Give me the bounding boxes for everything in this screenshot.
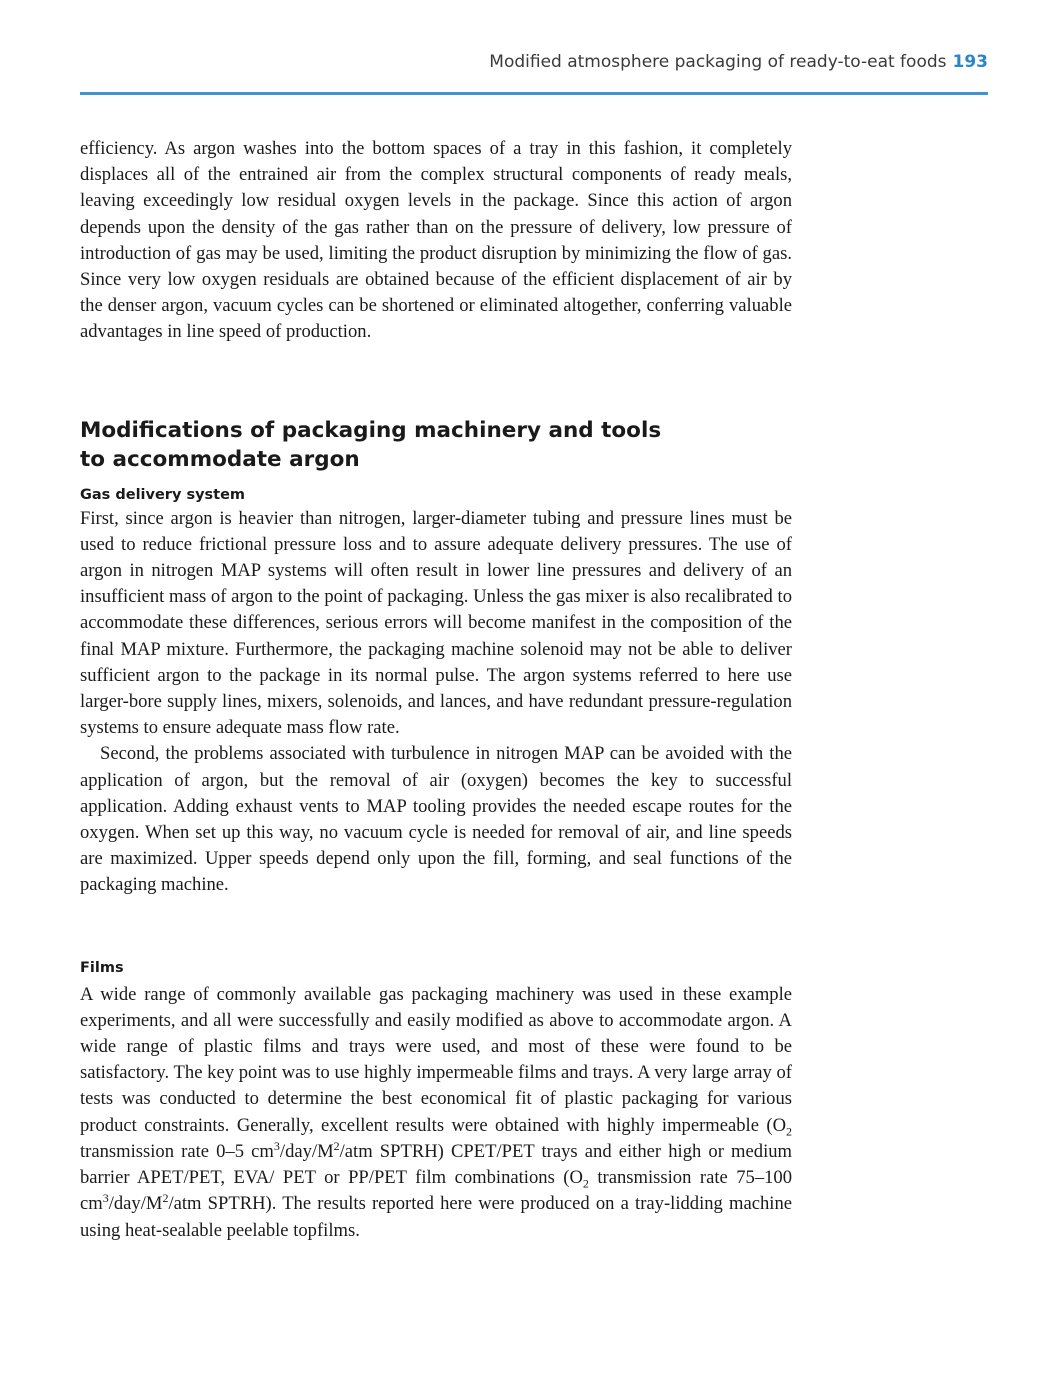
films-text-2: transmission rate 0–5 cm: [80, 1140, 274, 1162]
films-text-7: /atm SPTRH). The results reported here were produced on a tray-lidding machine using heat-sealable peelable topfilms.: [80, 1193, 792, 1241]
films-subscript-2: 2: [582, 1176, 589, 1191]
films-text-4: /atm SPTRH) CPET/PET trays and either high or medium barrier APET/PET, EVA/ PET or PP/PET film combinations (O: [80, 1140, 792, 1189]
films-text-3: /day/M: [279, 1140, 334, 1162]
films-text-1: A wide range of commonly available gas packaging machinery was used in these example experiments, and all were successfully and easily modified as above to accommodate argon. A wide range of plastic films and trays were used, and most of these were found to be satisfactory. The key point was to use highly impermeable films and trays. A very large array of tests was conducted to determine the best economical fit of plastic packaging for various product constraints. Generally, excellent results were obtained with highly impermeable (O: [80, 983, 792, 1136]
intro-paragraph: efficiency. As argon washes into the bottom spaces of a tray in this fashion, it completely displaces all of the entrained air from the complex structural components of ready meals, leaving exceedingly low residual oxygen levels in the package. Since this action of argon depends upon the density of the gas rather than on the pressure of delivery, low pressure of introduction of gas may be used, limiting the product disruption by minimizing the flow of gas. Since very low oxygen residuals are obtained because of the efficient displacement of air by the denser argon, vacuum cycles can be shortened or eliminated altogether, conferring valuable advantages in line speed of production.: [80, 138, 792, 343]
gas-delivery-paragraph-2: Second, the problems associated with turbulence in nitrogen MAP can be avoided with the application of argon, but the removal of air (oxygen) becomes the key to successful application. Adding exhaust vents to MAP tooling provides the needed escape routes for the oxygen. When set up this way, no vacuum cycle is needed for removal of air, and line speeds are maximized. Upper speeds depend only upon the fill, forming, and seal functions of the packaging machine.: [80, 743, 792, 896]
films-superscript-3: 3: [102, 1191, 109, 1206]
films-superscript-4: 2: [162, 1191, 169, 1206]
header-rule: [80, 92, 988, 95]
films-text-6: /day/M: [108, 1193, 163, 1215]
section-heading: Modifications of packaging machinery and tools to accommodate argon: [80, 417, 662, 472]
running-title: Modified atmosphere packaging of ready-to-eat foods: [489, 52, 947, 72]
running-header: [489, 52, 988, 72]
page-number: 193: [952, 52, 988, 72]
films-paragraph: [80, 982, 792, 1244]
films-superscript-1: 3: [273, 1138, 280, 1153]
page-body: [80, 136, 792, 1244]
films-superscript-2: 2: [333, 1138, 340, 1153]
films-subscript-1: 2: [786, 1124, 792, 1139]
films-text-5: transmission rate 75–100 cm: [80, 1167, 793, 1215]
gas-delivery-paragraph-1: First, since argon is heavier than nitrogen, larger-diameter tubing and pressure lines must be used to reduce frictional pressure loss and to assure adequate delivery pressures. The use of argon in nitrogen MAP systems will often result in lower line pressures and delivery of an insufficient mass of argon to the point of packaging. Unless the gas mixer is also recalibrated to accommodate these differences, serious errors will become manifest in the composition of the final MAP mixture. Furthermore, the packaging machine solenoid may not be able to deliver sufficient argon to the package in its normal pulse. The argon systems referred to here use larger-bore supply lines, mixers, solenoids, and lances, and have redundant pressure-regulation systems to ensure adequate mass flow rate.: [80, 507, 792, 739]
subsection-heading-films: Films: [80, 959, 124, 976]
subsection-heading-gas-delivery: Gas delivery system: [80, 486, 246, 503]
